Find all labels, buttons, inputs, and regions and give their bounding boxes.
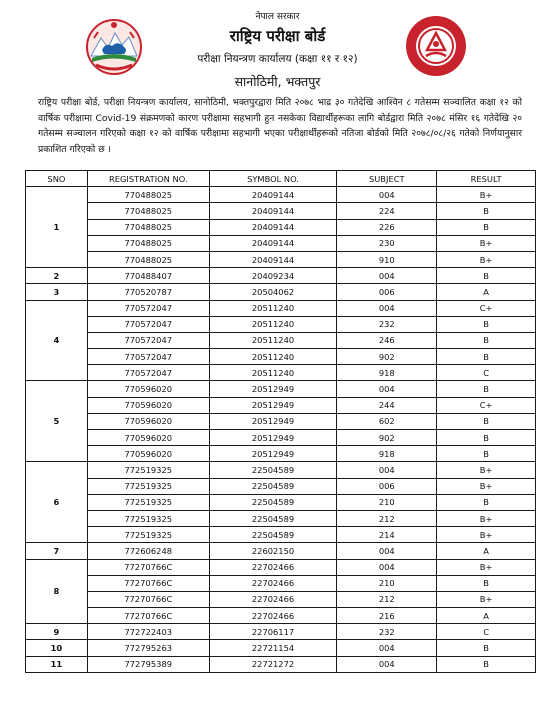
registration-no-cell: 77270766C bbox=[87, 575, 209, 591]
symbol-no-cell: 20512949 bbox=[209, 397, 337, 413]
registration-no-cell: 77270766C bbox=[87, 559, 209, 575]
table-row bbox=[26, 203, 536, 219]
result-cell: B bbox=[437, 203, 536, 219]
symbol-no-cell: 20511240 bbox=[209, 349, 337, 365]
subject-cell: 246 bbox=[337, 332, 437, 348]
registration-no-cell: 770488025 bbox=[87, 203, 209, 219]
subject-cell: 214 bbox=[337, 527, 437, 543]
result-cell: B bbox=[437, 494, 536, 510]
registration-no-cell: 772519325 bbox=[87, 478, 209, 494]
sno-cell: 10 bbox=[26, 640, 88, 656]
table-header-row bbox=[26, 171, 536, 187]
table-row bbox=[26, 332, 536, 348]
symbol-no-cell: 20409144 bbox=[209, 235, 337, 251]
results-table bbox=[25, 170, 536, 673]
table-row bbox=[26, 430, 536, 446]
sno-cell: 1 bbox=[26, 187, 88, 268]
subject-cell: 006 bbox=[337, 478, 437, 494]
registration-no-cell: 772722403 bbox=[87, 624, 209, 640]
result-cell: B+ bbox=[437, 591, 536, 607]
result-cell: B+ bbox=[437, 251, 536, 267]
table-row bbox=[26, 300, 536, 316]
registration-no-cell: 770572047 bbox=[87, 349, 209, 365]
subject-cell: 232 bbox=[337, 316, 437, 332]
table-row bbox=[26, 397, 536, 413]
table-row bbox=[26, 316, 536, 332]
registration-no-cell: 77270766C bbox=[87, 591, 209, 607]
table-row bbox=[26, 543, 536, 559]
sno-cell: 4 bbox=[26, 300, 88, 381]
subject-cell: 226 bbox=[337, 219, 437, 235]
header-symbol-no: SYMBOL NO. bbox=[209, 171, 337, 187]
symbol-no-cell: 22504589 bbox=[209, 494, 337, 510]
subject-cell: 004 bbox=[337, 300, 437, 316]
symbol-no-cell: 22702466 bbox=[209, 608, 337, 624]
symbol-no-cell: 20511240 bbox=[209, 316, 337, 332]
registration-no-cell: 772519325 bbox=[87, 527, 209, 543]
symbol-no-cell: 20511240 bbox=[209, 300, 337, 316]
symbol-no-cell: 22602150 bbox=[209, 543, 337, 559]
sno-cell: 11 bbox=[26, 656, 88, 672]
table-row bbox=[26, 494, 536, 510]
subject-cell: 210 bbox=[337, 575, 437, 591]
registration-no-cell: 772795263 bbox=[87, 640, 209, 656]
subject-cell: 210 bbox=[337, 494, 437, 510]
symbol-no-cell: 22504589 bbox=[209, 510, 337, 526]
table-row bbox=[26, 365, 536, 381]
subject-cell: 232 bbox=[337, 624, 437, 640]
table-row bbox=[26, 284, 536, 300]
result-cell: B bbox=[437, 575, 536, 591]
sno-cell: 9 bbox=[26, 624, 88, 640]
registration-no-cell: 770520787 bbox=[87, 284, 209, 300]
registration-no-cell: 772519325 bbox=[87, 494, 209, 510]
symbol-no-cell: 22504589 bbox=[209, 478, 337, 494]
table-row bbox=[26, 187, 536, 203]
symbol-no-cell: 22504589 bbox=[209, 462, 337, 478]
table-row bbox=[26, 462, 536, 478]
sno-cell: 6 bbox=[26, 462, 88, 543]
result-cell: B+ bbox=[437, 235, 536, 251]
symbol-no-cell: 20409234 bbox=[209, 268, 337, 284]
table-row bbox=[26, 446, 536, 462]
result-cell: C bbox=[437, 365, 536, 381]
symbol-no-cell: 20511240 bbox=[209, 365, 337, 381]
symbol-no-cell: 20409144 bbox=[209, 203, 337, 219]
result-cell: B bbox=[437, 413, 536, 429]
subject-cell: 004 bbox=[337, 268, 437, 284]
registration-no-cell: 770572047 bbox=[87, 316, 209, 332]
table-row bbox=[26, 381, 536, 397]
symbol-no-cell: 22702466 bbox=[209, 575, 337, 591]
subject-cell: 004 bbox=[337, 543, 437, 559]
table-row bbox=[26, 656, 536, 672]
result-cell: B bbox=[437, 268, 536, 284]
result-cell: B+ bbox=[437, 462, 536, 478]
sno-cell: 3 bbox=[26, 284, 88, 300]
table-row bbox=[26, 349, 536, 365]
notice-paragraph: राष्ट्रिय परीक्षा बोर्ड, परीक्षा नियन्त्रण कार्यालय, सानोठिमी, भक्तपुरद्वारा मिति २०७८ भाद्र ३० गतेदेखि आश्विन ८ गतेसम्म सञ्चालित कक्षा १२ को वार्षिक परीक्षामा Covid-19 संक्रमणको कारण परीक्षामा सहभागी हुन नसकेका विद्यार्थीहरूका लागि बोर्डद्वारा मिति २०७८ मंसिर १६ गतेदेखि २० गतेसम्म सञ्चालन गरिएको कक्षा १२ को वार्षिक परीक्षामा सहभागी भएका परीक्षार्थीहरूको नतिजा बोर्डको मिति २०७८/०८/२६ गतेको निर्णयानुसार प्रकाशित गरिएको छ । bbox=[38, 97, 522, 155]
result-cell: A bbox=[437, 543, 536, 559]
registration-no-cell: 770572047 bbox=[87, 365, 209, 381]
registration-no-cell: 772519325 bbox=[87, 510, 209, 526]
table-row bbox=[26, 527, 536, 543]
sno-cell: 2 bbox=[26, 268, 88, 284]
symbol-no-cell: 20409144 bbox=[209, 187, 337, 203]
result-cell: A bbox=[437, 608, 536, 624]
subject-cell: 004 bbox=[337, 462, 437, 478]
registration-no-cell: 770488407 bbox=[87, 268, 209, 284]
table-row bbox=[26, 268, 536, 284]
table-row bbox=[26, 559, 536, 575]
nepal-government-emblem-icon bbox=[84, 16, 144, 76]
result-cell: B bbox=[437, 430, 536, 446]
results-body bbox=[26, 187, 536, 673]
subject-cell: 902 bbox=[337, 349, 437, 365]
national-examination-board-logo bbox=[404, 14, 468, 78]
sno-cell: 7 bbox=[26, 543, 88, 559]
subject-cell: 230 bbox=[337, 235, 437, 251]
table-row bbox=[26, 251, 536, 267]
symbol-no-cell: 22702466 bbox=[209, 559, 337, 575]
subject-cell: 004 bbox=[337, 656, 437, 672]
sno-cell: 5 bbox=[26, 381, 88, 462]
sno-cell: 8 bbox=[26, 559, 88, 624]
result-cell: B+ bbox=[437, 510, 536, 526]
table-row bbox=[26, 413, 536, 429]
subject-cell: 918 bbox=[337, 365, 437, 381]
header-sno: SNO bbox=[26, 171, 88, 187]
table-row bbox=[26, 219, 536, 235]
registration-no-cell: 770596020 bbox=[87, 381, 209, 397]
header-result: RESULT bbox=[437, 171, 536, 187]
result-cell: B+ bbox=[437, 559, 536, 575]
subject-cell: 212 bbox=[337, 591, 437, 607]
symbol-no-cell: 20512949 bbox=[209, 413, 337, 429]
subject-cell: 212 bbox=[337, 510, 437, 526]
registration-no-cell: 770596020 bbox=[87, 413, 209, 429]
registration-no-cell: 772795389 bbox=[87, 656, 209, 672]
table-row bbox=[26, 575, 536, 591]
symbol-no-cell: 22706117 bbox=[209, 624, 337, 640]
result-cell: C+ bbox=[437, 397, 536, 413]
result-cell: B bbox=[437, 316, 536, 332]
subject-cell: 006 bbox=[337, 284, 437, 300]
registration-no-cell: 770572047 bbox=[87, 332, 209, 348]
symbol-no-cell: 20511240 bbox=[209, 332, 337, 348]
registration-no-cell: 770596020 bbox=[87, 430, 209, 446]
registration-no-cell: 770488025 bbox=[87, 235, 209, 251]
symbol-no-cell: 22504589 bbox=[209, 527, 337, 543]
result-cell: C bbox=[437, 624, 536, 640]
subject-cell: 004 bbox=[337, 559, 437, 575]
symbol-no-cell: 20512949 bbox=[209, 430, 337, 446]
result-cell: B bbox=[437, 349, 536, 365]
table-row bbox=[26, 478, 536, 494]
office-location: सानोठिमी, भक्तपुर bbox=[234, 74, 321, 89]
symbol-no-cell: 20512949 bbox=[209, 381, 337, 397]
symbol-no-cell: 22721272 bbox=[209, 656, 337, 672]
registration-no-cell: 772606248 bbox=[87, 543, 209, 559]
table-row bbox=[26, 624, 536, 640]
symbol-no-cell: 20409144 bbox=[209, 251, 337, 267]
header-subject: SUBJECT bbox=[337, 171, 437, 187]
table-row bbox=[26, 640, 536, 656]
registration-no-cell: 77270766C bbox=[87, 608, 209, 624]
government-label: नेपाल सरकार bbox=[255, 12, 300, 22]
subject-cell: 004 bbox=[337, 640, 437, 656]
table-row bbox=[26, 608, 536, 624]
result-cell: B bbox=[437, 219, 536, 235]
symbol-no-cell: 20512949 bbox=[209, 446, 337, 462]
registration-no-cell: 770488025 bbox=[87, 187, 209, 203]
result-cell: B bbox=[437, 446, 536, 462]
result-cell: B bbox=[437, 381, 536, 397]
board-name: राष्ट्रिय परीक्षा बोर्ड bbox=[229, 27, 326, 45]
registration-no-cell: 770596020 bbox=[87, 397, 209, 413]
subject-cell: 902 bbox=[337, 430, 437, 446]
subject-cell: 004 bbox=[337, 187, 437, 203]
header-registration-no: REGISTRATION NO. bbox=[87, 171, 209, 187]
symbol-no-cell: 22721154 bbox=[209, 640, 337, 656]
registration-no-cell: 770572047 bbox=[87, 300, 209, 316]
result-cell: B+ bbox=[437, 187, 536, 203]
result-cell: A bbox=[437, 284, 536, 300]
subject-cell: 216 bbox=[337, 608, 437, 624]
symbol-no-cell: 20504062 bbox=[209, 284, 337, 300]
result-cell: C+ bbox=[437, 300, 536, 316]
registration-no-cell: 770488025 bbox=[87, 251, 209, 267]
table-row bbox=[26, 510, 536, 526]
office-name: परीक्षा नियन्त्रण कार्यालय (कक्षा ११ र १२) bbox=[197, 53, 358, 65]
subject-cell: 224 bbox=[337, 203, 437, 219]
subject-cell: 918 bbox=[337, 446, 437, 462]
result-cell: B+ bbox=[437, 478, 536, 494]
result-cell: B bbox=[437, 656, 536, 672]
registration-no-cell: 770488025 bbox=[87, 219, 209, 235]
registration-no-cell: 770596020 bbox=[87, 446, 209, 462]
symbol-no-cell: 22702466 bbox=[209, 591, 337, 607]
result-cell: B+ bbox=[437, 527, 536, 543]
subject-cell: 910 bbox=[337, 251, 437, 267]
result-cell: B bbox=[437, 332, 536, 348]
subject-cell: 602 bbox=[337, 413, 437, 429]
symbol-no-cell: 20409144 bbox=[209, 219, 337, 235]
table-row bbox=[26, 235, 536, 251]
subject-cell: 244 bbox=[337, 397, 437, 413]
table-row bbox=[26, 591, 536, 607]
result-cell: B bbox=[437, 640, 536, 656]
registration-no-cell: 772519325 bbox=[87, 462, 209, 478]
subject-cell: 004 bbox=[337, 381, 437, 397]
